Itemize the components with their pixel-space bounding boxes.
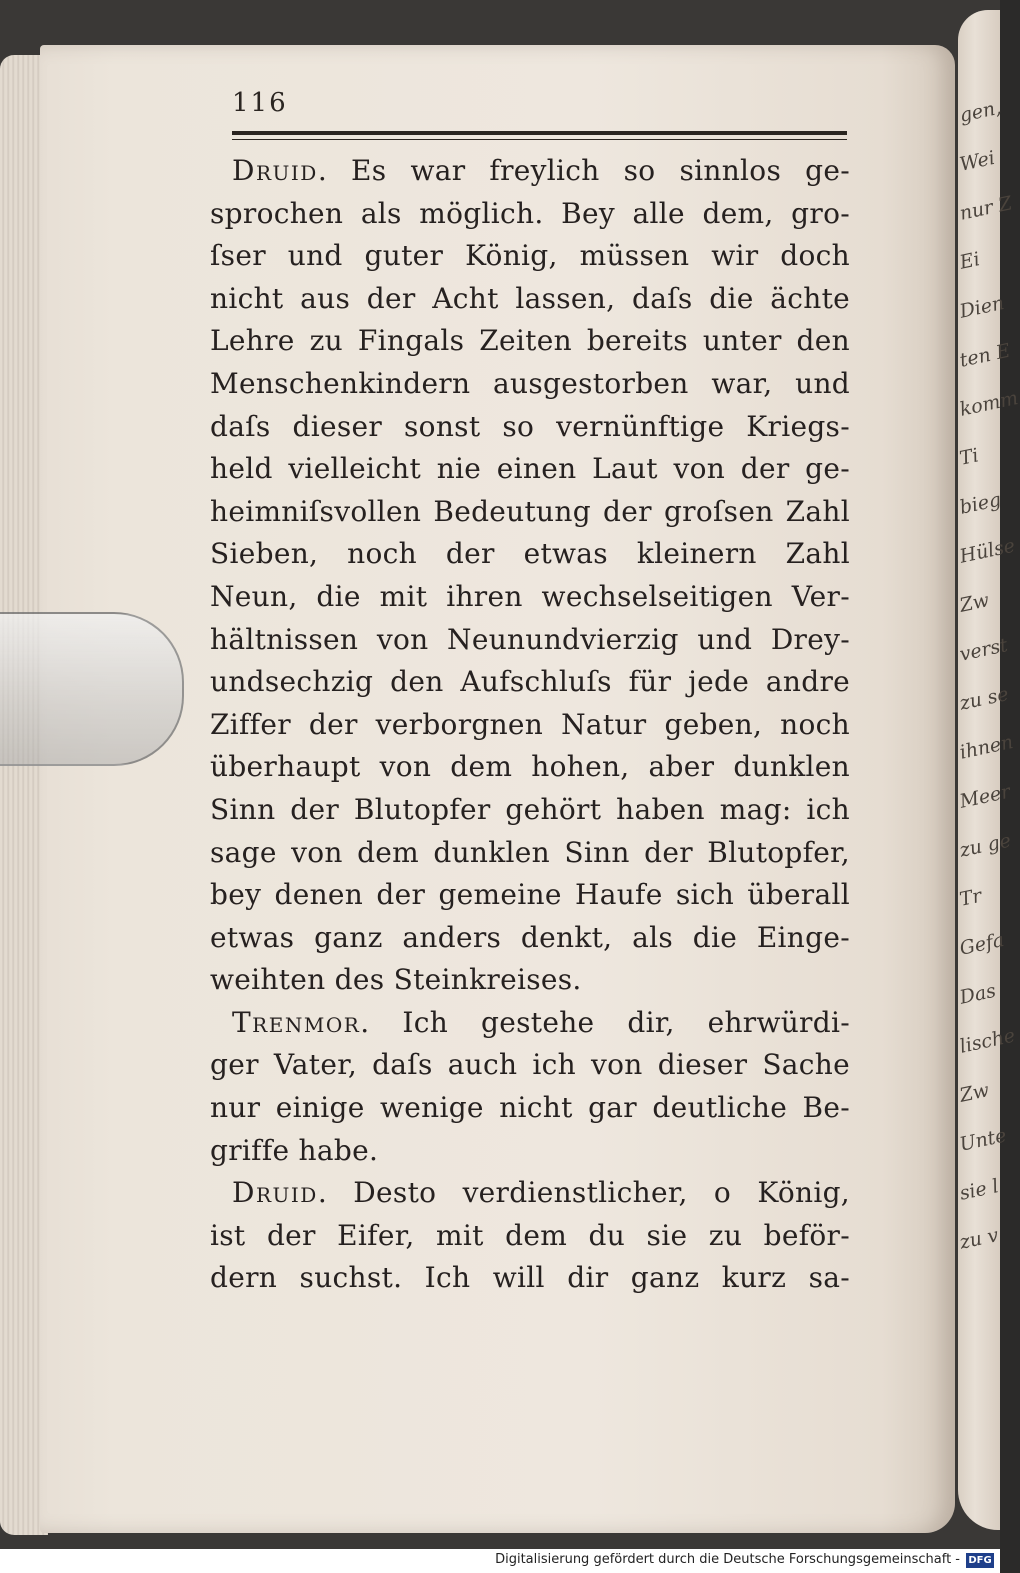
footer-bar — [0, 1549, 1000, 1573]
text-run: sprochen als möglich. Bey alle dem, gro- — [210, 196, 850, 230]
text-line — [210, 1130, 850, 1173]
speaker-name: Trenmor — [232, 1005, 361, 1039]
facing-page-fragment: Unte — [957, 1124, 1009, 1156]
dfg-logo: DFG — [966, 1553, 994, 1568]
text-run: Menschenkindern ausgestorben war, und — [210, 366, 850, 400]
facing-page-fragment: Gefa — [957, 928, 1007, 960]
text-run: bey denen der gemeine Haufe sich überall — [210, 878, 850, 912]
text-run: held vielleicht nie einen Laut von der ge- — [210, 452, 850, 486]
header-rule-thin — [232, 139, 847, 140]
text-line — [210, 874, 850, 917]
text-run: hältnissen von Neunundvierzig und Drey- — [210, 622, 850, 656]
text-run: nur einige wenige nicht gar deutliche Be- — [210, 1091, 850, 1125]
facing-page-fragment: Zw — [957, 589, 992, 617]
text-line — [210, 1002, 850, 1045]
text-line — [210, 406, 850, 449]
facing-page-fragment: ihnen — [957, 731, 1016, 764]
facing-page-fragment: zu se — [957, 682, 1011, 715]
text-run: weihten des Steinkreises. — [210, 963, 582, 997]
text-run: . Ich gestehe dir, ehrwürdi- — [360, 1005, 850, 1039]
facing-page-fragment: verst — [957, 634, 1010, 666]
text-run: ist der Eifer, mit dem du sie zu beför- — [210, 1218, 850, 1252]
text-line — [210, 278, 850, 321]
facing-page-fragment: Ei — [957, 248, 982, 274]
facing-page-fragment: zu ge — [957, 829, 1013, 862]
text-line — [210, 959, 850, 1002]
page-number: 116 — [232, 88, 288, 118]
text-line — [210, 448, 850, 491]
text-line — [210, 746, 850, 789]
text-line — [210, 917, 850, 960]
text-line — [210, 832, 850, 875]
text-run: sage von dem dunklen Sinn der Blutopfer, — [210, 835, 850, 869]
text-line — [210, 1257, 850, 1300]
speaker-name: Druid — [232, 1176, 318, 1210]
facing-page-fragment: bieg — [957, 488, 1004, 519]
footer-credit: Digitalisierung gefördert durch die Deutsche Forschungsgemeinschaft - — [495, 1552, 960, 1567]
text-line — [210, 150, 850, 193]
facing-page-fragment: ten E — [957, 339, 1013, 372]
text-line — [210, 235, 850, 278]
facing-page-fragment: Tr — [957, 884, 984, 911]
facing-page-fragment: Hülse — [957, 534, 1017, 568]
facing-page-fragment: Meer — [957, 780, 1013, 813]
text-line — [210, 789, 850, 832]
text-line — [210, 619, 850, 662]
facing-page-fragment: Ti — [957, 444, 981, 470]
text-line — [210, 704, 850, 747]
facing-page-edge — [957, 10, 1020, 1530]
text-run: überhaupt von dem hohen, aber dunklen — [210, 750, 850, 784]
text-run: Lehre zu Fingals Zeiten bereits unter den — [210, 324, 850, 358]
text-line — [210, 533, 850, 576]
facing-page-fragment: Dien — [957, 291, 1007, 323]
text-run: . Es war freylich so sinnlos ge- — [317, 154, 850, 187]
text-run: etwas ganz anders denkt, als die Einge- — [210, 920, 850, 954]
text-run: heimniſsvollen Bedeutung der groſsen Zahl — [210, 494, 850, 528]
page-clip — [0, 612, 184, 766]
facing-page-fragment: gen, — [957, 96, 1004, 127]
facing-page-fragment: Zw — [957, 1079, 992, 1107]
text-run: Sieben, noch der etwas kleinern Zahl — [210, 537, 850, 571]
text-run: Ziffer der verborgnen Natur geben, noch — [210, 707, 850, 741]
text-line — [210, 576, 850, 619]
facing-page-fragment: lische — [957, 1024, 1018, 1058]
text-line — [210, 363, 850, 406]
page-text — [210, 150, 850, 1300]
text-run: ſser und guter König, müssen wir doch — [210, 239, 850, 273]
text-line — [210, 1044, 850, 1087]
text-line — [210, 193, 850, 236]
text-run: Sinn der Blutopfer gehört haben mag: ich — [210, 792, 850, 826]
facing-page-fragment: sie l — [957, 1175, 1001, 1205]
facing-page-fragment: komm — [957, 386, 1020, 421]
text-run: dern suchst. Ich will dir ganz kurz sa- — [210, 1261, 850, 1295]
text-run: undsechzig den Aufschluſs für jede andre — [210, 665, 850, 699]
text-line — [210, 661, 850, 704]
text-line — [210, 1215, 850, 1258]
facing-page-fragment: Wei — [957, 146, 997, 176]
text-run: ger Vater, daſs auch ich von dieser Sache — [210, 1048, 850, 1082]
facing-page-fragment: Das — [957, 979, 998, 1009]
text-line — [210, 491, 850, 534]
text-line — [210, 320, 850, 363]
text-run: . Desto verdienstlicher, o König, — [317, 1176, 850, 1210]
text-run: griffe habe. — [210, 1133, 379, 1167]
text-run: nicht aus der Acht lassen, daſs die ächte — [210, 281, 850, 315]
text-line — [210, 1172, 850, 1215]
facing-page-fragment: nur Z — [957, 192, 1014, 225]
text-line — [210, 1087, 850, 1130]
facing-page-fragment: zu v — [957, 1224, 1001, 1254]
text-run: daſs dieser sonst so vernünftige Kriegs- — [210, 409, 850, 443]
speaker-name: Druid — [232, 154, 318, 187]
text-run: Neun, die mit ihren wechselseitigen Ver- — [210, 579, 850, 613]
header-rule — [232, 131, 847, 135]
